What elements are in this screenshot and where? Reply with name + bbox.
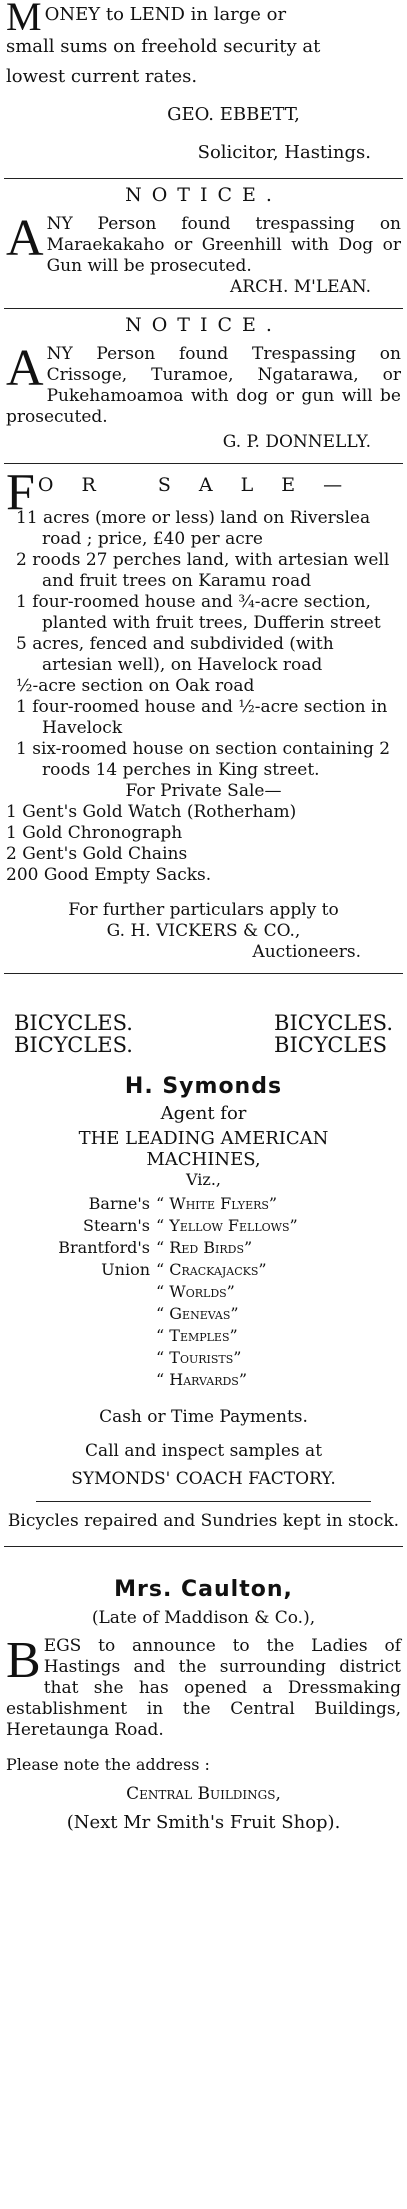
model-name: “ Harvards” — [156, 1370, 248, 1389]
private-sale-heading: For Private Sale— — [125, 781, 282, 801]
bicycles-text: BICYCLES. — [14, 1033, 133, 1057]
sale-item: 11 acres (more or less) land on Riverslea road ; price, £40 per acre — [16, 508, 371, 549]
private-item: 1 Gold Chronograph — [6, 823, 183, 843]
auctioneer-role: Auctioneers. — [252, 942, 361, 962]
sale-item: 1 six-roomed house on section containing 2 roods 14 perches in King street. — [16, 739, 391, 780]
dropcap-a: A — [6, 210, 44, 267]
private-item: 1 Gent's Gold Watch (Rotherham) — [6, 802, 297, 822]
sale-item: 1 four-roomed house and ¾-acre section, planted with fruit trees, Dufferin street — [16, 592, 381, 633]
model-name: “ Worlds” — [156, 1282, 235, 1301]
ad1-title: Solicitor, Hastings. — [197, 142, 371, 163]
model-name: “ Red Birds” — [156, 1238, 253, 1257]
next-to: (Next Mr Smith's Fruit Shop). — [66, 1812, 341, 1833]
notice-heading: NOTICE. — [125, 314, 282, 336]
model-name: “ White Flyers” — [156, 1194, 278, 1213]
address: Central Buildings, — [126, 1784, 281, 1804]
for-sale-ad — [0, 464, 407, 973]
money-to-lend-ad — [0, 0, 407, 168]
caulton-name: Mrs. Caulton, — [114, 1577, 293, 1602]
repairs: Bicycles repaired and Sundries kept in stock. — [7, 1511, 400, 1531]
notice-ad-mclean — [0, 179, 407, 308]
address-note: Please note the address : — [6, 1755, 210, 1774]
private-item: 2 Gent's Gold Chains — [6, 844, 188, 864]
ad1-line2: small sums on freehold security at — [6, 36, 321, 57]
symonds-name: H. Symonds — [124, 1074, 283, 1099]
private-item: 200 Good Empty Sacks. — [6, 865, 212, 885]
ad1-line3: lowest current rates. — [6, 66, 198, 87]
model-name: “ Temples” — [156, 1326, 238, 1345]
inner-divider — [36, 1501, 371, 1502]
notice-body: NY Person found trespassing on Maraekakaho or Greenhill with Dog or Gun will be prosecuted. — [46, 214, 401, 276]
bicycles-ad — [0, 974, 407, 1546]
leading-american: THE LEADING AMERICAN — [78, 1128, 329, 1149]
caulton-late: (Late of Maddison & Co.), — [91, 1608, 316, 1628]
bicycles-right — [274, 1012, 393, 1056]
maker-name — [36, 1325, 156, 1347]
private-items-list — [6, 802, 401, 886]
maker-name: Barne's — [88, 1194, 150, 1213]
dropcap-a: A — [6, 340, 44, 397]
maker-name: Union — [101, 1260, 150, 1279]
notice-heading: NOTICE. — [125, 184, 282, 206]
maker-name — [36, 1281, 156, 1303]
dropcap-m: M — [6, 0, 42, 39]
for-sale-heading: OR SALE— — [37, 474, 371, 496]
maker-name — [36, 1347, 156, 1369]
bicycles-text: BICYCLES. — [14, 1011, 133, 1035]
sale-items-list — [6, 508, 401, 781]
notice-ad-donnelly — [0, 309, 407, 463]
maker-name: Stearn's — [83, 1216, 150, 1235]
maker-name: Brantford's — [58, 1238, 150, 1257]
caulton-body: EGS to announce to the Ladies of Hastings and the surrounding district that she has opened a Dressmaking establishment in the Central Buildings, Heretaunga Road. — [6, 1636, 401, 1740]
payments: Cash or Time Payments. — [99, 1407, 308, 1427]
call-inspect: Call and inspect samples at — [84, 1441, 323, 1461]
model-name: “ Crackajacks” — [156, 1260, 267, 1279]
bicycles-left — [14, 1012, 133, 1056]
further-particulars: For further particulars apply to — [68, 900, 339, 920]
sale-item: ½-acre section on Oak road — [16, 676, 255, 696]
sale-item: 1 four-roomed house and ½-acre section in Havelock — [16, 697, 388, 738]
viz: Viz., — [186, 1170, 221, 1189]
model-name: “ Genevas” — [156, 1304, 239, 1323]
maker-name — [36, 1303, 156, 1325]
makers-table — [36, 1193, 401, 1391]
dropcap-b: B — [6, 1632, 41, 1689]
notice-body: NY Person found Trespassing on Crissoge, Turamoe, Ngatarawa, or Pukehamoamoa with dog or gun will be prosecuted. — [6, 344, 401, 427]
ad1-line1: ONEY to LEND in large or — [44, 4, 287, 25]
machines: MACHINES, — [146, 1149, 261, 1170]
notice-signature: G. P. DONNELLY. — [222, 432, 371, 452]
bicycles-text: BICYCLES — [274, 1033, 388, 1057]
sale-item: 2 roods 27 perches land, with artesian well and fruit trees on Karamu road — [16, 550, 390, 591]
agent-for: Agent for — [160, 1103, 247, 1124]
ad1-name: GEO. EBBETT, — [167, 104, 300, 125]
dropcap-f: F — [6, 468, 35, 516]
auctioneer-firm: G. H. VICKERS & CO., — [106, 921, 301, 941]
model-name: “ Tourists” — [156, 1348, 242, 1367]
model-name: “ Yellow Fellows” — [156, 1216, 298, 1235]
maker-name — [36, 1369, 156, 1391]
notice-signature: ARCH. M'LEAN. — [230, 277, 371, 297]
bicycles-text: BICYCLES. — [274, 1011, 393, 1035]
coach-factory: SYMONDS' COACH FACTORY. — [71, 1469, 336, 1489]
caulton-ad — [0, 1547, 407, 1833]
sale-item: 5 acres, fenced and subdivided (with artesian well), on Havelock road — [16, 634, 334, 675]
